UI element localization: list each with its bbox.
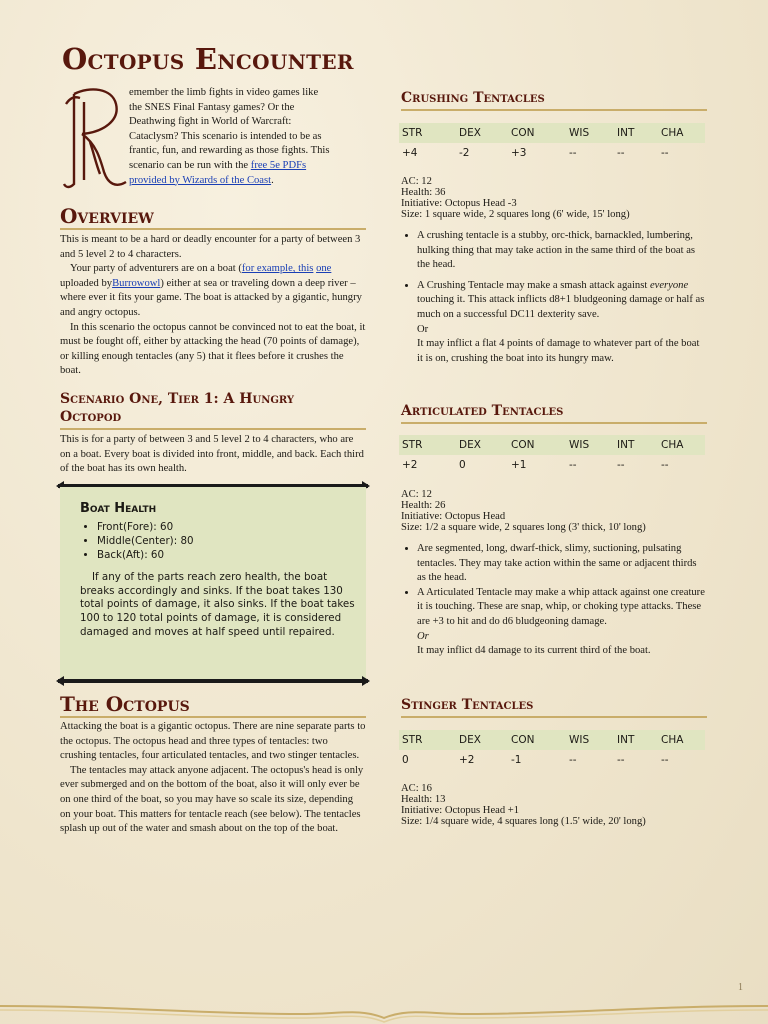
stat-header: WIS: [569, 127, 590, 139]
footer-ornament: [0, 1000, 768, 1024]
boat-health-list: [80, 520, 194, 562]
stat-value: 0: [402, 754, 409, 766]
boat-example-link-2[interactable]: one: [316, 263, 332, 275]
octopus-heading: The Octopus: [60, 692, 190, 716]
intro-line: Cataclysm? This scenario is intended to be as: [129, 130, 322, 142]
stat-value: --: [661, 147, 669, 159]
heading-rule: [60, 228, 366, 230]
heading-rule: [401, 422, 707, 424]
heading-rule: [60, 428, 366, 430]
stinger-heading: Stinger Tentacles: [401, 697, 534, 713]
stat-value: --: [569, 754, 577, 766]
intro-line: the SNES Final Fantasy games? Or the: [129, 101, 295, 113]
stat-value: --: [569, 147, 577, 159]
octopus-p1: Attacking the boat is a gigantic octopus. There are nine separate parts to the octopus. The octopus head and three types of tentacles: two crushing tentacles, four articulated tentacles, and two stinger tentacles.: [60, 721, 366, 762]
ac-line: AC: 16: [401, 783, 432, 794]
stat-header: INT: [617, 734, 635, 746]
crushing-stat-table: [399, 123, 705, 163]
health-line: Health: 36: [401, 187, 446, 198]
size-line: Size: 1/2 a square wide, 2 squares long (3' thick, 10' long): [401, 522, 646, 533]
scenario-heading-line2: Octopod: [60, 409, 122, 425]
articulated-bullets: [401, 542, 707, 659]
dropcap-r-ornament: [60, 84, 130, 194]
initiative-line: Initiative: Octopus Head: [401, 511, 506, 522]
stat-header: CHA: [661, 734, 684, 746]
bullet-item: • A Articulated Tentacle may make a whip attack against one creature it is touching. These are snap, whip, or choking type attacks. These are +3 to hit and do d6 bludgeoning damage. Or It may inflict d4 damage to its current third of the boat.: [417, 586, 707, 659]
scenario-heading-line1: Scenario One, Tier 1: A Hungry: [60, 391, 295, 407]
boat-health-box: [60, 487, 366, 680]
ac-line: AC: 12: [401, 489, 432, 500]
stat-header: CON: [511, 439, 535, 451]
heading-rule: [401, 716, 707, 718]
stat-header: CHA: [661, 439, 684, 451]
crushing-stats: [401, 176, 630, 220]
articulated-stats: [401, 489, 646, 533]
ac-line: AC: 12: [401, 176, 432, 187]
articulated-heading: Articulated Tentacles: [401, 403, 564, 419]
stat-header: STR: [402, 734, 423, 746]
stat-value: +2: [459, 754, 475, 766]
boat-health-body: If any of the parts reach zero health, the boat breaks accordingly and sinks. If the boat takes 130 total points of damage, it also sinks. If the boat takes 100 to 120 total points of damage, it is considered damaged and moves at half speed until repaired.: [80, 571, 355, 638]
intro-line: Deathwing fight in World of Warcraft:: [129, 116, 292, 128]
overview-text: This is meant to be a hard or deadly encounter for a party of between 3 and 5 level 2 to 4 characters. Your party of adventurers are on a boat (for example, this one uploaded byBurrowowl) either at sea or traveling down a deep river – where ever it fits your game. The boat is attacked by a gigantic, hungry and angry octopus. In this scenario the octopus cannot be convinced not to eat the boat, it must be fought off, either by attacking the head (70 points of damage), or killing enough tentacles (any 5) that it flees before it crushes the boat.: [60, 234, 366, 377]
stat-header: STR: [402, 127, 423, 139]
stat-value: --: [569, 459, 577, 471]
page-number: 1: [738, 982, 743, 993]
stat-header: WIS: [569, 439, 590, 451]
stat-header: CON: [511, 127, 535, 139]
articulated-stat-table: [399, 435, 705, 475]
overview-p1: This is meant to be a hard or deadly encounter for a party of between 3 and 5 level 2 to 4 characters.: [60, 234, 361, 260]
page-title: Octopus Encounter: [62, 42, 354, 76]
stat-value: +1: [511, 459, 527, 471]
crushing-bullets: [401, 229, 707, 366]
burrowowl-link[interactable]: Burrowowl: [112, 277, 161, 289]
size-line: Size: 1 square wide, 2 squares long (6' wide, 15' long): [401, 209, 630, 220]
wizards-link[interactable]: provided by Wizards of the Coast: [129, 174, 272, 186]
stat-header: WIS: [569, 734, 590, 746]
stat-header: CON: [511, 734, 535, 746]
bullet-item: • A Crushing Tentacle may make a smash attack against everyone touching it. This attack inflicts d8+1 bludgeoning damage or half as much on a successful DC11 dexterity save. Or It may inflict a flat 4 points of damage to whatever part of the boat it is on, crushing the boat into its hungry maw.: [417, 279, 707, 367]
stat-value: -1: [511, 754, 522, 766]
overview-heading: Overview: [60, 204, 154, 228]
overview-p3: In this scenario the octopus cannot be convinced not to eat the boat, it must be fought off, either by attacking the head (70 points of damage), or killing enough tentacles (any 5) that it flees before it crushes the boat.: [60, 321, 366, 377]
scenario-text: This is for a party of between 3 and 5 level 2 to 4 characters, who are on a boat. Every boat is divided into front, middle, and back. Each third of the boat has its own health.: [60, 434, 364, 475]
stinger-stat-table: [399, 730, 705, 770]
note-bottom-bar: [58, 679, 368, 683]
health-line: Health: 26: [401, 500, 446, 511]
stat-header: DEX: [459, 127, 481, 139]
boat-example-link[interactable]: for example, this: [241, 263, 314, 275]
free-pdfs-link[interactable]: free 5e PDFs: [250, 159, 307, 171]
stat-header: STR: [402, 439, 423, 451]
stat-header: CHA: [661, 127, 684, 139]
initiative-line: Initiative: Octopus Head +1: [401, 805, 520, 816]
stat-value: --: [661, 459, 669, 471]
boat-health-item: • Front(Fore): 60: [97, 520, 194, 534]
stat-value: +2: [402, 459, 418, 471]
stat-value: --: [617, 459, 625, 471]
stat-header: DEX: [459, 734, 481, 746]
heading-rule: [60, 716, 366, 718]
stat-value: --: [661, 754, 669, 766]
stat-value: --: [617, 147, 625, 159]
stat-value: -2: [459, 147, 470, 159]
stat-header: DEX: [459, 439, 481, 451]
initiative-line: Initiative: Octopus Head -3: [401, 198, 517, 209]
stat-header: INT: [617, 127, 635, 139]
intro-paragraph: emember the limb fights in video games like the SNES Final Fantasy games? Or the Deathwing fight in World of Warcraft: Cataclysm? This scenario is intended to be as frantic, fun, and rewarding as those fights. This scenario can be run with the free 5e PDFs provided by Wizards of the Coast.: [129, 86, 369, 188]
stat-value: 0: [459, 459, 466, 471]
stat-value: +3: [511, 147, 527, 159]
bullet-item: • Are segmented, long, dwarf-thick, slimy, suctioning, pulsating tentacles. They may take action within the same or adjacent thirds as the head.: [417, 542, 707, 586]
intro-line: emember the limb fights in video games like: [129, 87, 319, 98]
octopus-p2: The tentacles may attack anyone adjacent. The octopus's head is only ever submerged and on the bottom of the boat, also it will only ever be on one third of the boat, so you may have so scale its size, depending on your boat. This matters for tentacle reach (see below). The tentacles splash up out of the water and smash about on the top of the boat.: [60, 764, 364, 835]
boat-health-item: • Back(Aft): 60: [97, 548, 194, 562]
intro-line: frantic, fun, and rewarding as those fights. This: [129, 145, 330, 157]
stat-value: --: [617, 754, 625, 766]
health-line: Health: 13: [401, 794, 446, 805]
intro-line: scenario can be run with the: [129, 159, 251, 171]
bullet-item: • A crushing tentacle is a stubby, orc-thick, barnackled, lumbering, hulking thing that may take action in the same third of the boat as the head.: [417, 229, 707, 273]
heading-rule: [401, 109, 707, 111]
octopus-text: [60, 720, 366, 837]
stat-header: INT: [617, 439, 635, 451]
stinger-stats: [401, 783, 646, 827]
size-line: Size: 1/4 square wide, 4 squares long (1.5' wide, 20' long): [401, 816, 646, 827]
stat-value: +4: [402, 147, 418, 159]
crushing-heading: Crushing Tentacles: [401, 90, 545, 106]
boat-health-item: • Middle(Center): 80: [97, 534, 194, 548]
boat-health-heading: Boat Health: [80, 501, 157, 516]
